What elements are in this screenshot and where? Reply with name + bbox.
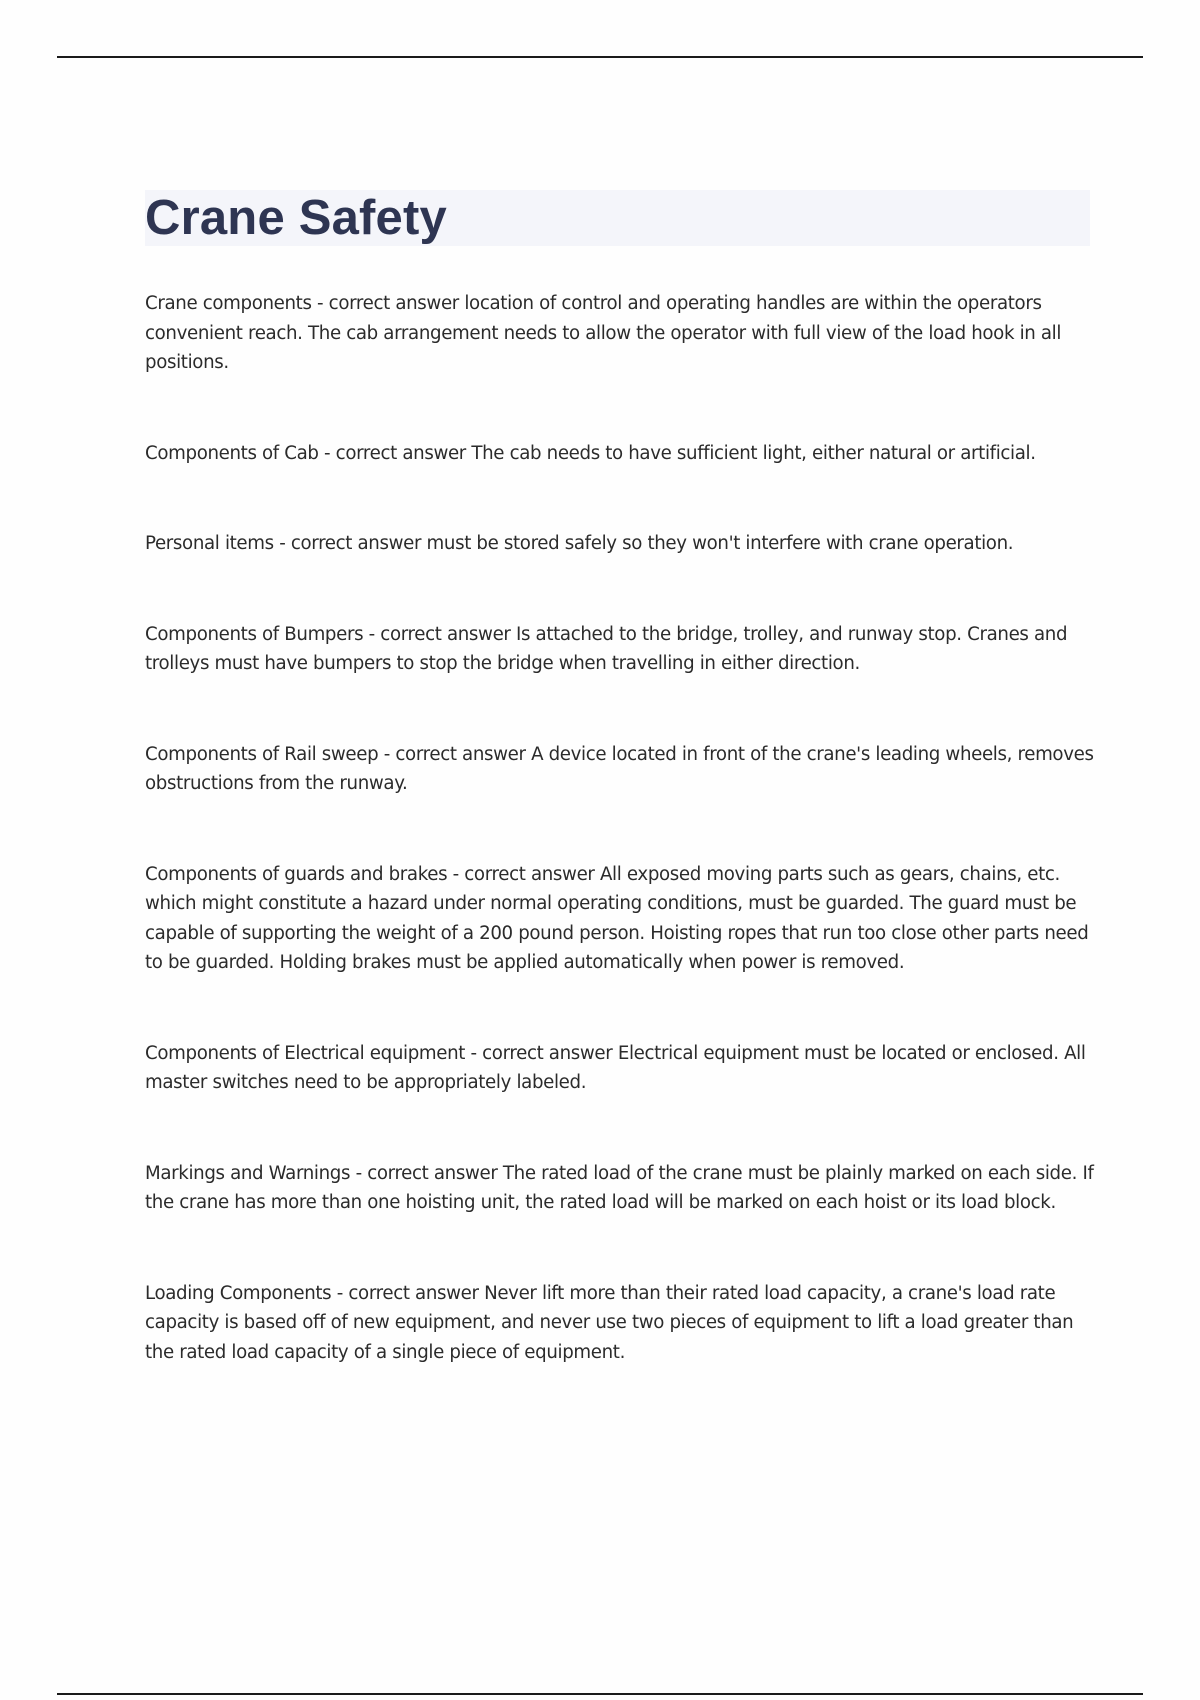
entry-answer: All exposed moving parts such as gears, chains, etc. which might constitute a hazard under normal operating conditions, must be guarded. The guard must be capable of supporting the weight of a 200 pound person. Hoisting ropes that run too close other parts need to be guarded. Holding brakes must be applied automatically when power is removed. — [145, 863, 1089, 973]
entry-term: Crane components — [145, 293, 312, 314]
entry-components-of-rail-sweep — [145, 740, 1095, 799]
entry-separator: - correct answer — [447, 863, 600, 885]
entry-markings-and-warnings — [145, 1159, 1095, 1218]
entry-components-of-bumpers — [145, 620, 1095, 679]
entry-answer: The cab needs to have sufficient light, either natural or artificial. — [471, 442, 1036, 464]
entry-components-of-electrical-equipment — [145, 1039, 1095, 1098]
entry-crane-components — [145, 289, 1095, 378]
entry-term: Components of Rail sweep — [145, 743, 379, 765]
entry-separator: - correct answer — [311, 293, 465, 314]
entry-list — [145, 289, 1095, 1367]
entry-separator: - correct answer — [273, 533, 427, 554]
entry-answer: must be stored safely so they won't interfere with crane operation. — [426, 533, 1014, 554]
entry-answer: location of control and operating handles are within the operators convenient reach. The cab arrangement needs to allow the operator with full view of the load hook in all positions. — [145, 293, 1062, 373]
entry-term: Markings and Warnings — [145, 1162, 351, 1184]
entry-separator: - correct answer — [465, 1042, 618, 1064]
entry-personal-items — [145, 529, 1095, 559]
entry-term: Components of Electrical equipment — [145, 1042, 466, 1064]
entry-term: Personal items — [145, 533, 274, 554]
entry-term: Components of Bumpers — [145, 623, 364, 645]
page-title: Crane Safety — [145, 191, 447, 245]
entry-answer: Never lift more than their rated load capacity, a crane's load rate capacity is based off of new equipment, and never use two pieces of equipment to lift a load greater than the rated load capacity of a single piece of equipment. — [145, 1282, 1074, 1363]
entry-term: Components of guards and brakes — [145, 863, 448, 885]
entry-answer: A device located in front of the crane's leading wheels, removes obstructions from the runway. — [145, 743, 1094, 794]
entry-answer: The rated load of the crane must be plainly marked on each side. If the crane has more than one hoisting unit, the rated load will be marked on each hoist or its load block. — [145, 1162, 1094, 1213]
entry-components-of-guards-and-brakes — [145, 860, 1095, 978]
entry-separator: - correct answer — [378, 743, 532, 765]
entry-separator: - correct answer — [318, 442, 472, 464]
bottom-rule — [57, 1693, 1143, 1695]
entry-loading-components — [145, 1279, 1095, 1368]
top-rule — [57, 56, 1143, 58]
entry-separator: - correct answer — [363, 623, 516, 645]
entry-answer: Is attached to the bridge, trolley, and runway stop. Cranes and trolleys must have bumpers to stop the bridge when travelling in either direction. — [145, 623, 1068, 674]
entry-separator: - correct answer — [350, 1162, 503, 1184]
entry-term: Components of Cab — [145, 442, 319, 464]
entry-components-of-cab — [145, 439, 1095, 469]
entry-term: Loading Components — [145, 1282, 332, 1304]
entry-answer: Electrical equipment must be located or enclosed. All master switches need to be appropriately labeled. — [145, 1042, 1086, 1093]
entry-separator: - correct answer — [331, 1282, 485, 1304]
